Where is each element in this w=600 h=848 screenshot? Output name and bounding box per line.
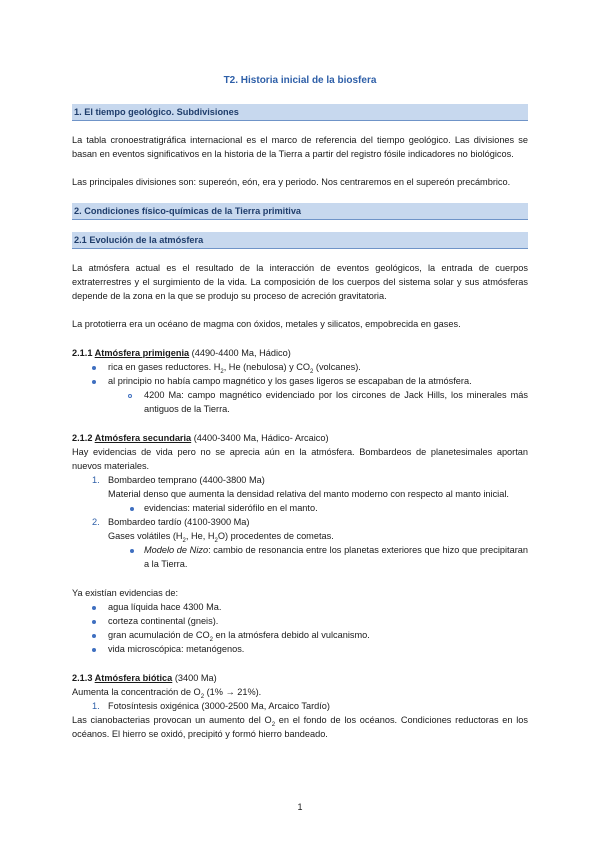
section-2-1-paragraph-2: La prototierra era un océano de magma con óxidos, metales y silicatos, empobrecida en gases. (72, 319, 461, 329)
subsection-number: 2.1.1 (72, 348, 93, 358)
subsection-name: Atmósfera secundaria (94, 433, 192, 443)
list-number: 1. (92, 475, 100, 485)
numbered-item-title: Fotosíntesis oxigénica (3000-2500 Ma, Arcaico Tardío) (108, 701, 330, 711)
subsection-range: (3400 Ma) (174, 673, 217, 683)
list-number: 2. (92, 517, 100, 527)
section-2-1-heading: 2.1 Evolución de la atmósfera (74, 235, 204, 245)
bullet-icon (130, 507, 134, 511)
numbered-item-title: Bombardeo tardío (4100-3900 Ma) (108, 517, 250, 527)
section-1-paragraph-2: Las principales divisiones son: supereón, eón, era y periodo. Nos centraremos en el supereón precámbrico. (72, 177, 511, 187)
bullet-icon (92, 366, 96, 370)
subsection-2-1-3-intro: Aumenta la concentración de $O_2$ (1% → 21%). (72, 687, 262, 700)
subsection-2-1-3-paragraph: Las cianobacterias provocan un aumento del $O_2$ en el fondo de los océanos. Condiciones reductoras en los océanos. El hierro se oxidó, precipitó y formó hierro bandeado. (72, 715, 528, 739)
list-item: agua líquida hace 4300 Ma. (108, 602, 222, 612)
evidence-intro: Ya existían evidencias de: (72, 588, 179, 598)
section-heading-band (72, 203, 528, 220)
circle-bullet-icon (128, 394, 132, 398)
subsection-range: (4400-3400 Ma, Hádico- Arcaico) (193, 433, 329, 443)
section-2-heading: 2. Condiciones físico-químicas de la Tierra primitiva (74, 206, 302, 216)
list-item: evidencias: material siderófilo en el manto. (144, 503, 318, 513)
list-item: Modelo de Nizo: cambio de resonancia entre los planetas exteriores que hizo que precipitaran a la Tierra. (144, 545, 528, 569)
list-item: corteza continental (gneis). (108, 616, 219, 626)
list-item: vida microscópica: metanógenos. (108, 644, 245, 654)
subsection-2-1-3-heading (72, 671, 217, 685)
subsection-2-1-2-heading (72, 431, 329, 445)
list-item: 4200 Ma: campo magnético evidenciado por los circones de Jack Hills, los minerales más antiguos de la Tierra. (144, 390, 528, 414)
subsection-name: Atmósfera biótica (94, 673, 173, 683)
subsection-range: (4490-4400 Ma, Hádico) (191, 348, 291, 358)
page-number: 1 (297, 802, 303, 812)
subsection-2-1-2-intro: Hay evidencias de vida pero no se aprecia aún en la atmósfera. Bombardeos de planetesimales aportan nuevos materiales. (72, 447, 528, 471)
list-item: rica en gases reductores. $H_2$, He (nebulosa) y $CO_2$ (volcanes). (108, 362, 361, 375)
bullet-icon (92, 648, 96, 652)
section-1-heading: 1. El tiempo geológico. Subdivisiones (74, 107, 239, 117)
bullet-icon (130, 549, 134, 553)
list-item: al principio no había campo magnético y los gases ligeros se escapaban de la atmósfera. (108, 376, 472, 386)
bullet-icon (92, 606, 96, 610)
bullet-icon (92, 634, 96, 638)
numbered-item-title: Bombardeo temprano (4400-3800 Ma) (108, 475, 265, 485)
section-heading-band (72, 232, 528, 249)
list-number: 1. (92, 701, 100, 711)
subsection-2-1-1-heading (72, 346, 291, 360)
section-heading-band (72, 104, 528, 121)
section-2-1-paragraph-1: La atmósfera actual es el resultado de la interacción de eventos geológicos, la entrada de cuerpos extraterrestres y el surgimiento de la vida. La composición de los cuerpos del sistema solar y sus atmósferas depende de la zona en la que se produjo su proceso de acreción gravitatoria. (72, 263, 528, 301)
bullet-icon (92, 380, 96, 384)
numbered-item-text: Gases volátiles ($H_2$, He, $H_2O$) procedentes de cometas. (108, 531, 334, 544)
subsection-number: 2.1.2 (72, 433, 93, 443)
bullet-icon (92, 620, 96, 624)
section-1-paragraph-1: La tabla cronoestratigráfica internacional es el marco de referencia del tiempo geológico. Las divisiones se basan en eventos significativos en la historia de la Tierra a partir del registro fósile indicadores no biológicos. (72, 135, 528, 159)
document-title: T2. Historia inicial de la biosfera (223, 75, 377, 86)
list-item: gran acumulación de $CO_2$ en la atmósfera debido al vulcanismo. (108, 630, 370, 643)
numbered-item-text: Material denso que aumenta la densidad relativa del manto moderno con respecto al manto inicial. (108, 489, 509, 499)
subsection-name: Atmósfera primigenia (94, 348, 190, 358)
subsection-number: 2.1.3 (72, 673, 93, 683)
